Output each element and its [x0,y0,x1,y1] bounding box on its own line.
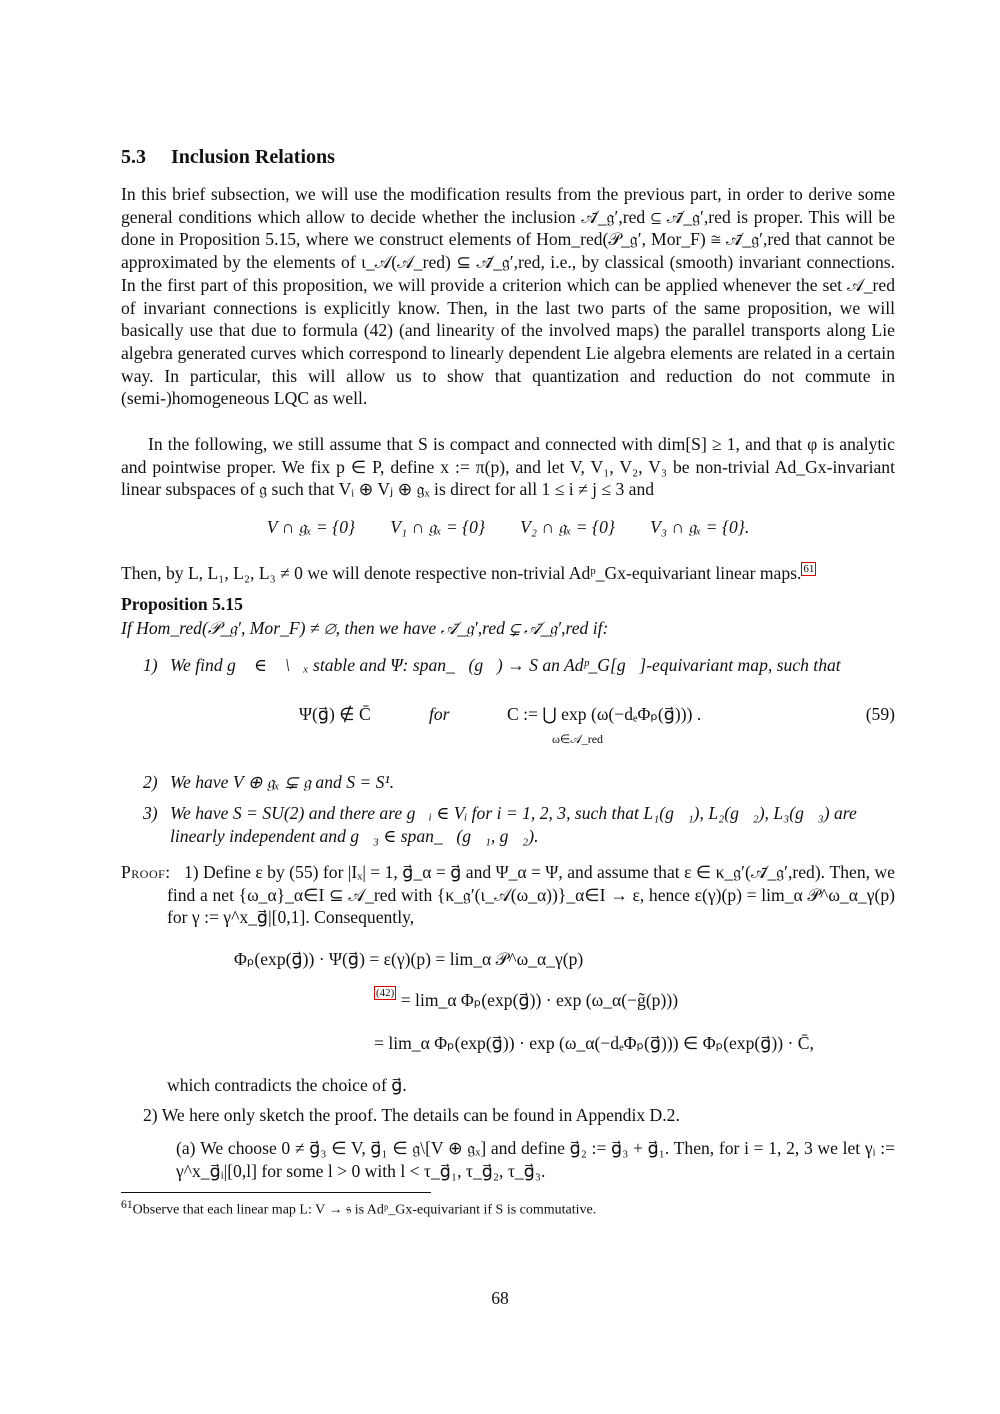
item-2-text: We have V ⊕ 𝔤ₓ ⊊ 𝔤 and S = S¹. [170,772,395,792]
eq59-union-subscript: ω∈𝒜_red [552,732,604,746]
eq59-tag: (59) [865,704,895,724]
equation-intersections: V ∩ 𝔤ₓ = {0} V₁ ∩ 𝔤ₓ = {0} V₂ ∩ 𝔤ₓ = {0} V₃ ∩ 𝔤ₓ = {0}. [266,517,750,537]
footnote-rule [121,1192,431,1193]
item-1-label: 1) [143,655,158,675]
paragraph-assumptions: In the following, we still assume that S is compact and connected with dim[S] ≥ 1, and that φ is analytic and pointwise proper. We fix p ∈ P, define x := π(p), and let V, V₁, V₂, V₃ be non-trivial Ad_Gx-invariant linear subspaces of 𝔤 such that Vᵢ ⊕ Vⱼ ⊕ 𝔤ₓ is direct for all 1 ≤ i ≠ j ≤ 3 and [121,434,895,500]
calc-line-1: Φₚ(exp(g⃗)) · Ψ(g⃗) = ε(γ)(p) = lim_α 𝒫^ω_α_γ(p) [234,949,584,969]
proposition-item-1 [143,654,895,677]
proof-conclusion: which contradicts the choice of g⃗. [167,1075,407,1095]
page-number: 68 [491,1288,509,1308]
item-2-label: 2) [143,772,158,792]
footnote [121,1198,596,1219]
equation-59 [121,700,895,750]
proof-step-1: 1) Define ε by (55) for |Iₓ| = 1, g⃗_α = g⃗ and Ψ_α = Ψ, and assume that ε ∈ κ_𝔤′(𝒜̄_𝔤′,red). Then, we find a net {ω_α}_α∈I ⊆ 𝒜_red with {κ_𝔤′(ι_𝒜(ω_α))}_α∈I → ε, hence ε(γ)(p) = lim_α 𝒫^ω_α_γ(p) for γ := γ^x_g⃗|[0,1]. Consequently, [167,862,895,928]
proposition-lead: If Hom_red(𝒫_𝔤′, Mor_F) ≠ ∅, then we have 𝒜̄_𝔤′,red ⊊ 𝒜̄_𝔤′,red if: [121,618,609,638]
paragraph-maps [121,558,895,585]
item-3-label: 3) [143,803,158,823]
proposition-item-2 [143,771,895,794]
proof-step-2a [176,1137,895,1182]
eq59-rhs: C := ⋃ exp (ω(−dₑΦₚ(g⃗))) . [507,704,702,724]
footnote-text: Observe that each linear map L: V → 𝔰 is Adᵖ_Gx-equivariant if S is commutative. [132,1202,597,1218]
proof-label: Proof: [121,862,171,882]
section-number: 5.3 [121,146,146,168]
item-1-text: We find g⃗ ∈ 𝔤\𝔤ₓ stable and Ψ: span_ℝ(g⃗) → S an Adᵖ_G[g⃗]-equivariant map, such that [170,655,841,675]
calc-line-2 [374,987,1000,1011]
section-heading [121,146,335,169]
footnote-link[interactable]: 61 [803,563,815,575]
paragraph-intro: In this brief subsection, we will use the modification results from the previous part, in order to derive some general conditions which allow to decide whether the inclusion 𝒜̄_𝔤′,red ⊆ 𝒜̄_𝔤′,red is proper. This will be done in Proposition 5.15, where we construct elements of Hom_red(𝒫_𝔤′, Mor_F) ≅ 𝒜̄_𝔤′,red that cannot be approximated by the elements of ι_𝒜(𝒜_red) ⊆ 𝒜̄_𝔤′,red, i.e., by classical (smooth) invariant connections. In the first part of this proposition, we will provide a criterion which can be applied whenever the set 𝒜_red of invariant connections is explicitly know. Then, in the last two parts of the same proposition, we will basically use that due to formula (42) (and linearity of the involved maps) the parallel transports along Lie algebra generated curves which correspond to linearly dependent Lie algebra elements are related in a certain way. In particular, this will allow us to show that quantization and reduction do not commute in (semi-)homogeneous LQC as well. [121,184,895,409]
step-2a-text: We choose 0 ≠ g⃗₃ ∈ V, g⃗₁ ∈ 𝔤\[V ⊕ 𝔤ₓ] and define g⃗₂ := g⃗₃ + g⃗₁. Then, for i = 1, 2, 3 we let γᵢ := γ^x_g⃗ᵢ|[0,l] for some l > 0 with l < τ_g⃗₁, τ_g⃗₂, τ_g⃗₃. [176,1138,896,1181]
proof-block [121,861,895,929]
calc-ref-42[interactable]: (42) [376,987,395,999]
step-2a-label: (a) [176,1138,196,1158]
calc-line-2-text: = lim_α Φₚ(exp(g⃗)) · exp (ω_α(−g̃(p))) [400,990,679,1010]
proposition-title: Proposition 5.15 [121,594,243,614]
eq59-lhs: Ψ(g⃗) ∉ C̄ [299,704,371,724]
eq59-for: for [429,704,450,724]
item-3-text-cont: linearly independent and g⃗₃ ∈ span_ℝ(g⃗₁, g⃗₂). [170,825,539,846]
proposition-item-3 [143,802,895,847]
item-3-text: We have S = SU(2) and there are g⃗ᵢ ∈ Vᵢ for i = 1, 2, 3, such that L₁(g⃗₁), L₂(g⃗₂), L₃(g⃗₃) are [170,803,857,823]
proof-step-2: 2) We here only sketch the proof. The details can be found in Appendix D.2. [143,1105,680,1125]
footnote-mark: 61 [121,1198,133,1211]
maps-text: Then, by L, L₁, L₂, L₃ ≠ 0 we will denote respective non-trivial Adᵖ_Gx-equivariant linear maps. [121,562,802,583]
section-title: Inclusion Relations [171,146,335,168]
calc-line-3: = lim_α Φₚ(exp(g⃗)) · exp (ω_α(−dₑΦₚ(g⃗))) ∈ Φₚ(exp(g⃗)) · C̄, [374,1033,814,1053]
